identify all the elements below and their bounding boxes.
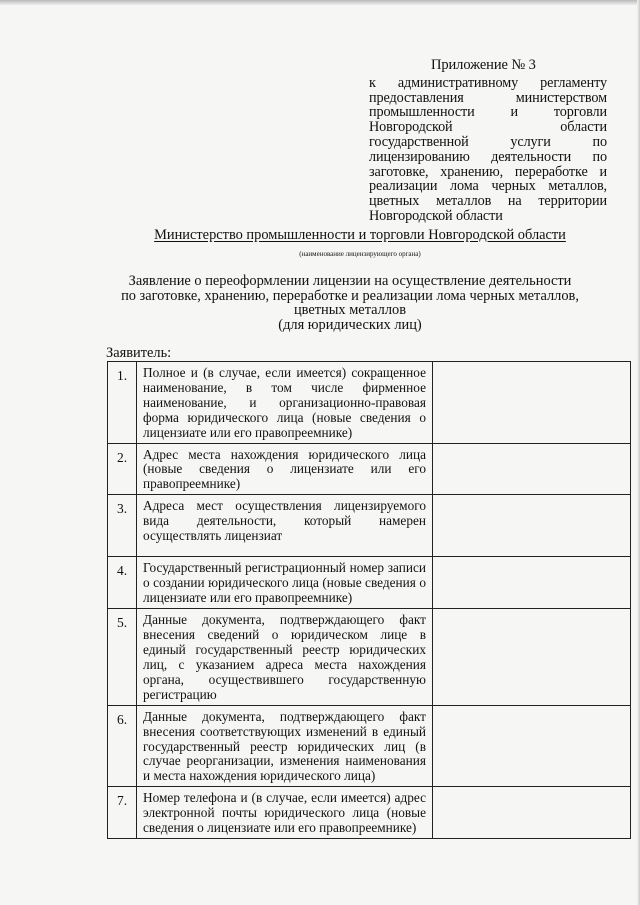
row-description [137,705,433,787]
row-value-field[interactable] [433,443,631,495]
description-line: Адреса мест осуществления лицензируемого [143,498,426,514]
description-line: Адрес места нахождения юридического лица [143,446,426,462]
appendix-block [369,58,607,224]
description-line: регистрацию [143,686,217,702]
row-description [137,495,433,557]
description-line: правопреемнике) [143,476,241,492]
application-form-table [107,361,631,839]
row-description [137,362,433,444]
heading-line: (для юридических лиц) [278,316,422,333]
description-line: и места нахождения юридического лица) [143,768,376,784]
description-line: внесения сведений о юридическом лице в [143,627,426,643]
row-number: 4. [108,557,137,609]
description-line: о создании юридического лица (новые сведения о [143,575,426,591]
table-row [108,787,631,839]
row-number: 3. [108,495,137,557]
row-value-field[interactable] [433,705,631,787]
appendix-line: цветных металлов на территории [369,193,607,210]
table-row [108,495,631,557]
row-value-field[interactable] [433,787,631,839]
description-line: наименование, в том числе фирменное [143,379,426,395]
description-line: наименование, и организационно-правовая [143,394,426,410]
row-description [137,609,433,705]
heading-line: цветных металлов [293,302,407,319]
description-line: Данные документа, подтверждающего факт [143,612,426,628]
description-line: случае реорганизации, изменения наименования [143,753,426,769]
appendix-line: государственной услуги по [369,133,607,150]
description-line: Государственный регистрационный номер записи [143,560,426,576]
document-heading [100,274,600,332]
appendix-line: заготовке, хранению, переработке и [369,163,607,180]
description-line: государственный реестр юридических лиц (в [143,738,426,754]
description-line: органа, осуществившего государственную [143,671,426,687]
row-number: 7. [108,787,137,839]
appendix-line: Новгородской области [369,207,503,224]
table-row [108,609,631,705]
row-number: 5. [108,609,137,705]
description-line: сведения о лицензиате или его правопреемнике) [143,820,417,836]
table-row [108,705,631,787]
appendix-line: к административному регламенту [369,74,607,91]
row-description [137,443,433,495]
licensing-authority-name: Министерство промышленности и торговли Новгородской области [154,227,566,243]
appendix-line: предоставления министерством [369,89,607,106]
description-line: лицензиате или его правопреемнике) [143,424,353,440]
scan-edge-top [0,0,640,5]
row-description [137,557,433,609]
row-number: 6. [108,705,137,787]
description-line: форма юридического лица (новые сведения о [143,409,426,425]
row-number: 1. [108,362,137,444]
table-row [108,362,631,444]
description-line: Полное и (в случае, если имеется) сокращенное [143,365,426,380]
description-line: лиц, с указанием адреса места нахождения [143,656,426,672]
appendix-line: промышленности и торговли [369,104,607,121]
row-value-field[interactable] [433,557,631,609]
description-line: вида деятельности, который намерен [143,513,426,529]
description-line: Номер телефона и (в случае, если имеется) адрес [143,790,426,806]
appendix-line: лицензированию деятельности по [369,148,607,165]
description-line: осуществлять лицензиат [143,528,283,544]
heading-line: по заготовке, хранению, переработке и реализации лома черных металлов, [121,287,579,304]
description-line: Данные документа, подтверждающего факт [143,708,426,724]
applicant-label: Заявитель: [106,345,172,361]
appendix-title: Приложение № 3 [431,57,536,73]
appendix-line: Новгородской области [369,119,607,136]
row-number: 2. [108,443,137,495]
description-line: лицензиате или его правопреемнике) [143,590,353,606]
row-value-field[interactable] [433,495,631,557]
appendix-line: реализации лома черных металлов, [369,178,607,195]
row-value-field[interactable] [433,362,631,444]
table-row [108,557,631,609]
description-line: электронной почты юридического лица (новые [143,805,426,821]
table-row [108,443,631,495]
row-value-field[interactable] [433,609,631,705]
licensing-authority-caption: (наименование лицензирующего органа) [299,250,421,258]
row-description [137,787,433,839]
description-line: (новые сведения о лицензиате или его [143,461,426,477]
description-line: внесения соответствующих изменений в единый [143,723,426,739]
description-line: единый государственный реестр юридических [143,642,426,658]
heading-line: Заявление о переоформлении лицензии на осуществление деятельности [128,273,572,289]
